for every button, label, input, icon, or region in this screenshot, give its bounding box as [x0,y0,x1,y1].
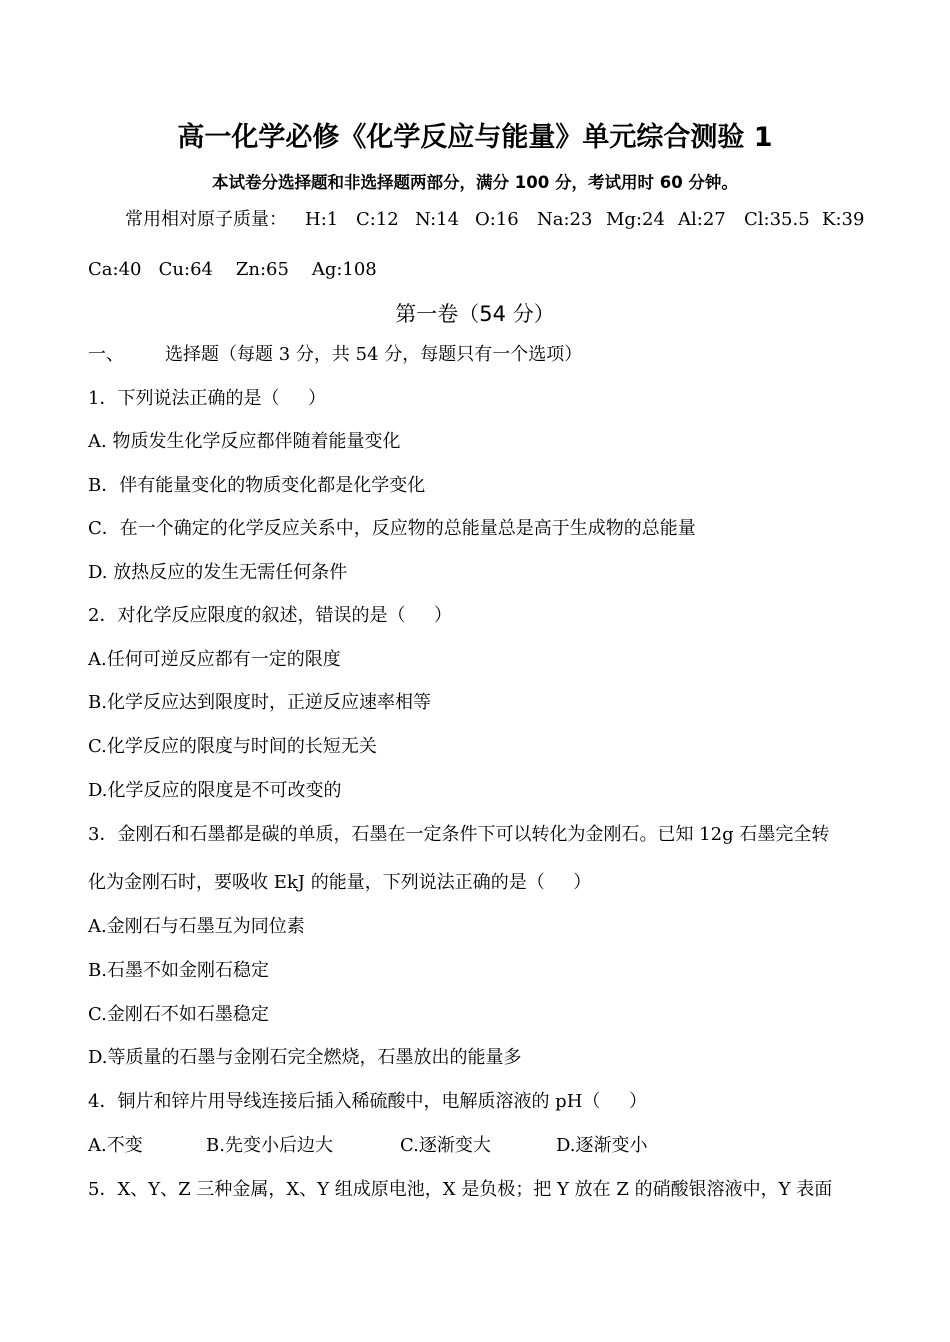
q1-option-b: B．伴有能量变化的物质变化都是化学变化 [88,475,426,496]
q5-stem-line1: 5．X、Y、Z 三种金属，X、Y 组成原电池，X 是负极；把 Y 放在 Z 的硝酸银溶液中，Y 表面 [88,1179,833,1200]
q3-stem-line1: 3．金刚石和石墨都是碳的单质，石墨在一定条件下可以转化为金刚石。已知 12g 石墨完全转 [88,824,830,845]
q2-option-c: C.化学反应的限度与时间的长短无关 [88,736,377,757]
q3-option-d: D.等质量的石墨与金刚石完全燃烧，石墨放出的能量多 [88,1047,522,1068]
exam-subtitle: 本试卷分选择题和非选择题两部分，满分 100 分，考试用时 60 分钟。 [212,173,738,192]
atomic-mass-n: N:14 [415,209,460,230]
atomic-mass-label: 常用相对原子质量： [125,209,287,230]
atomic-mass-mg: Mg:24 [606,209,665,230]
atomic-mass-h: H:1 [305,209,339,230]
q3-option-b: B.石墨不如金刚石稳定 [88,960,269,981]
q1-option-a: A. 物质发生化学反应都伴随着能量变化 [88,431,401,452]
exam-title: 高一化学必修《化学反应与能量》单元综合测验 1 [177,122,773,153]
atomic-mass-o: O:16 [475,209,519,230]
q3-option-a: A.金刚石与石墨互为同位素 [88,916,305,937]
atomic-mass-line2: Ca:40 Cu:64 Zn:65 Ag:108 [88,259,377,280]
part-number: 一、 [88,344,124,365]
atomic-mass-al: Al:27 [678,209,726,230]
q4-option-a: A.不变 [88,1135,143,1156]
q2-option-d: D.化学反应的限度是不可改变的 [88,780,342,801]
q2-option-b: B.化学反应达到限度时，正逆反应速率相等 [88,692,431,713]
atomic-mass-c: C:12 [356,209,399,230]
q1-option-d: D. 放热反应的发生无需任何条件 [88,562,348,583]
atomic-mass-cl: Cl:35.5 [744,209,810,230]
q1-option-c: C．在一个确定的化学反应关系中，反应物的总能量总是高于生成物的总能量 [88,518,696,539]
q4-option-b: B.先变小后边大 [206,1135,333,1156]
atomic-mass-na: Na:23 [537,209,593,230]
q4-option-d: D.逐渐变小 [556,1135,648,1156]
atomic-mass-k: K:39 [822,209,865,230]
q3-option-c: C.金刚石不如石墨稳定 [88,1004,269,1025]
q2-option-a: A.任何可逆反应都有一定的限度 [88,649,341,670]
q4-option-c: C.逐渐变大 [400,1135,491,1156]
q4-stem: 4．铜片和锌片用导线连接后插入稀硫酸中，电解质溶液的 pH（ ） [88,1091,647,1112]
part-heading: 选择题（每题 3 分，共 54 分，每题只有一个选项） [165,344,583,365]
q1-stem: 1．下列说法正确的是（ ） [88,388,327,409]
q3-stem-line2: 化为金刚石时，要吸收 EkJ 的能量，下列说法正确的是（ ） [88,872,592,893]
section-title: 第一卷（54 分） [395,302,555,326]
q2-stem: 2．对化学反应限度的叙述，错误的是（ ） [88,605,453,626]
